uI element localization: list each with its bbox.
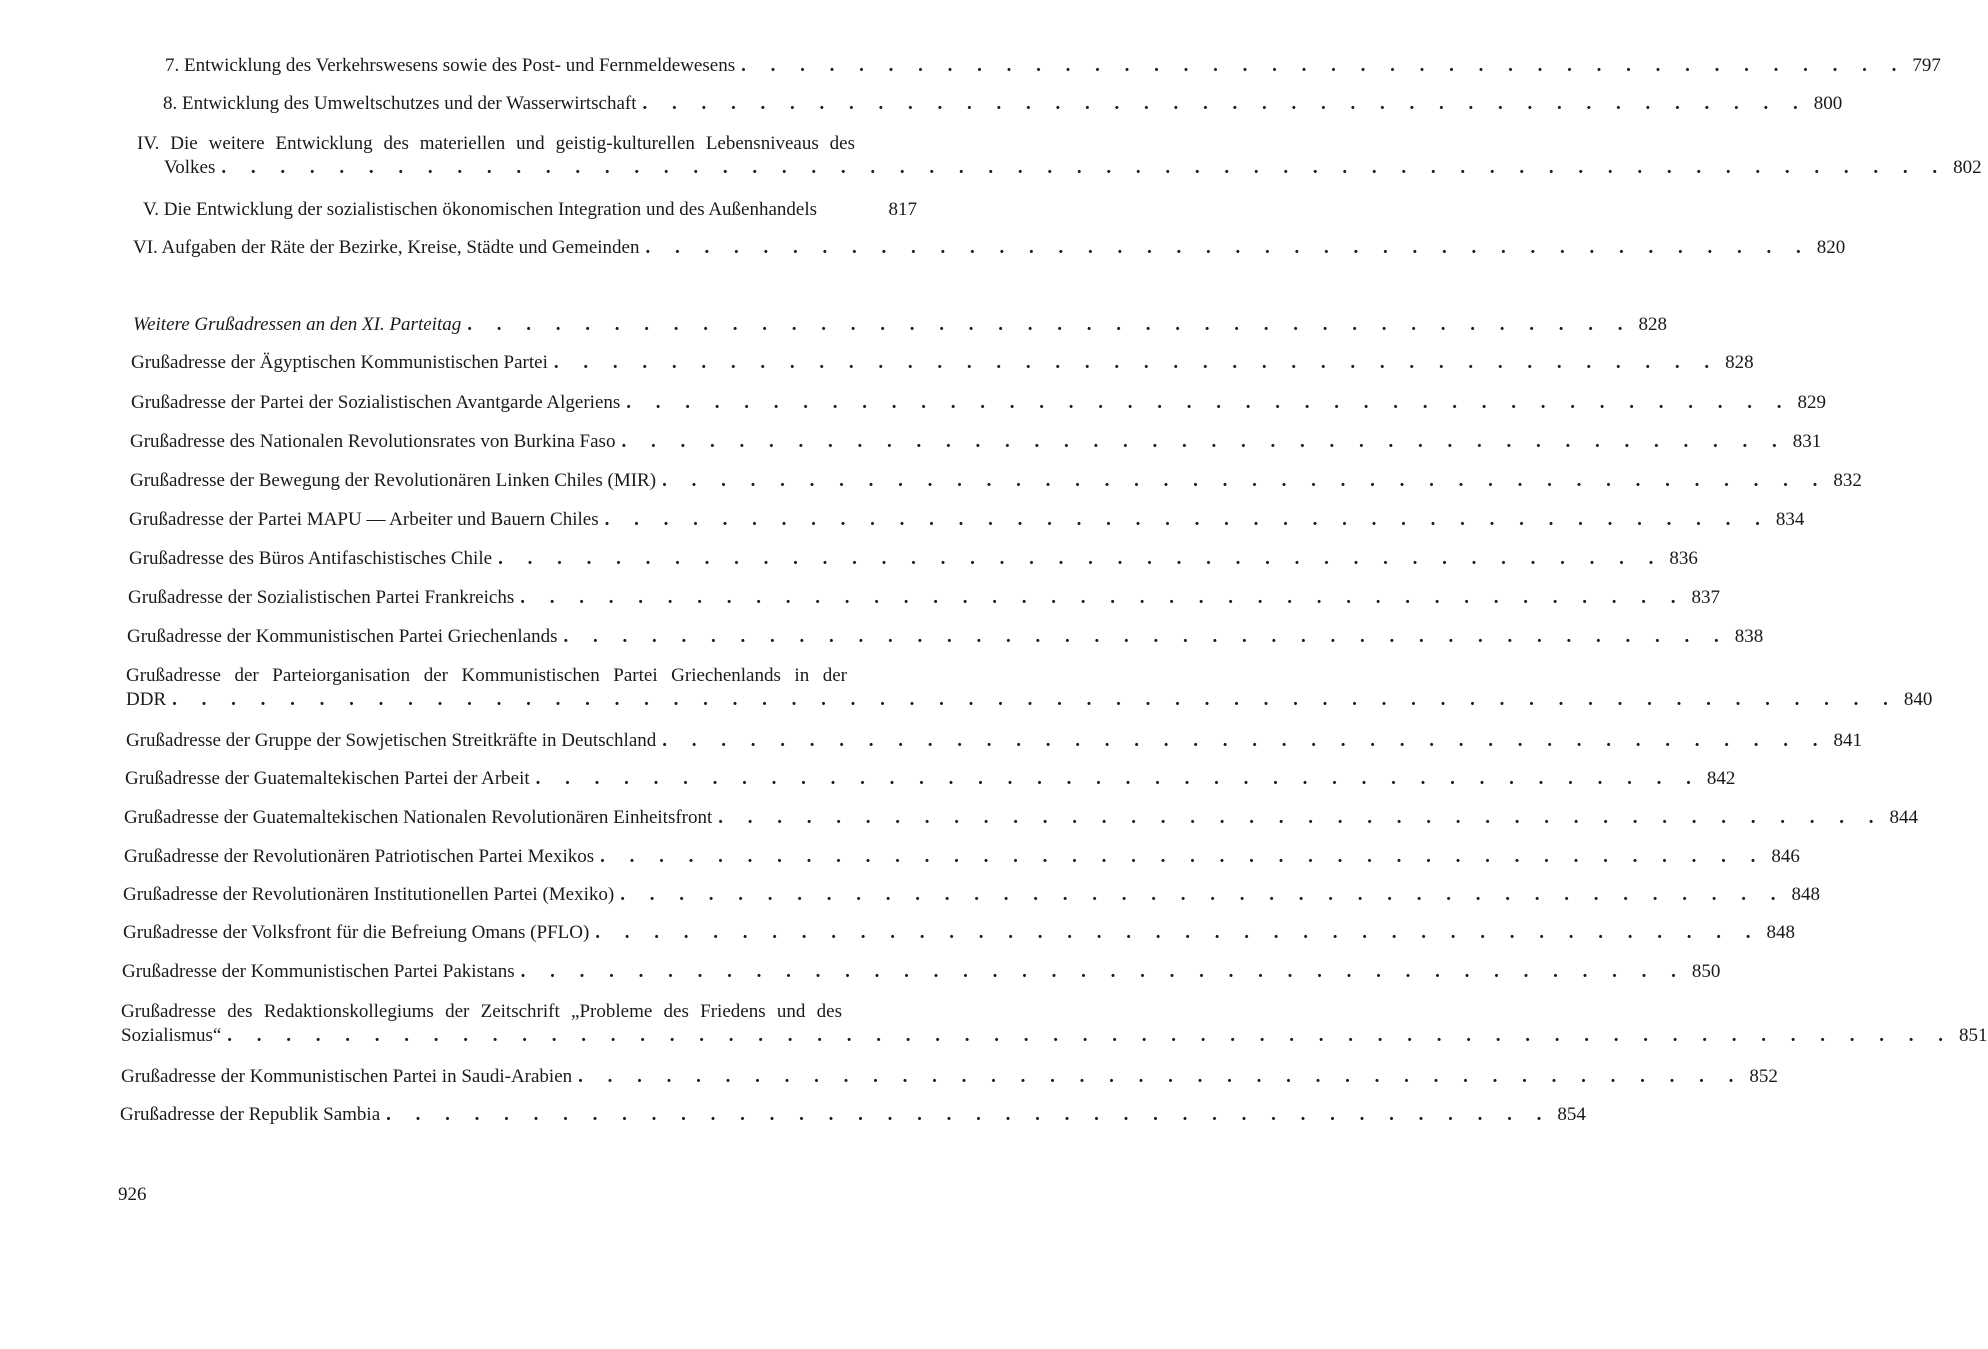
toc-entry-title: Grußadresse der Revolutionären Institutionellen Partei (Mexiko) bbox=[123, 884, 615, 905]
toc-entry-title: Grußadresse der Revolutionären Patriotischen Partei Mexikos bbox=[124, 846, 595, 867]
toc-entry-title: 8. Entwicklung des Umweltschutzes und der Wasserwirtschaft bbox=[163, 93, 637, 114]
toc-entry-page: 834 bbox=[1775, 509, 1805, 530]
toc-entry bbox=[121, 1065, 1778, 1089]
dot-leader: . . . . . . . . . . . . . . . . . . . . . . . . . . . . . . . . . . . . . . . . bbox=[520, 961, 1686, 982]
toc-entry bbox=[163, 92, 1843, 116]
toc-entry bbox=[131, 391, 1827, 415]
toc-entry-page: 829 bbox=[1797, 392, 1827, 413]
dot-leader: . . . . . . . . . . . . . . . . . . . . . . . . . . . . . . . . . . . . . . . . bbox=[662, 470, 1828, 491]
toc-entry-title: Grußadresse der Republik Sambia bbox=[120, 1104, 381, 1125]
toc-entry-title-cont: Volkes bbox=[164, 157, 216, 178]
toc-entry-page: 846 bbox=[1771, 846, 1800, 867]
toc-entry-title-cont: Sozialismus“ bbox=[121, 1025, 222, 1046]
toc-entry-page: 800 bbox=[1813, 93, 1843, 114]
dot-leader: . . . . . . . . . . . . . . . . . . . . . . . . . . . . . . . . . . . . . . . . bbox=[563, 626, 1729, 647]
toc-entry bbox=[165, 54, 1941, 78]
toc-entry-page: 832 bbox=[1833, 470, 1862, 491]
toc-entry-title: V. Die Entwicklung der sozialistischen ökonomischen Integration und des Außenhandels bbox=[143, 199, 818, 220]
dot-leader: . . . . . . . . . . . . . . . . . . . . . . . . . . . . . . . . . . . . . . . . bbox=[535, 768, 1701, 789]
toc-entry bbox=[124, 845, 1800, 869]
toc-entry bbox=[130, 469, 1862, 493]
dot-leader: . . . . . . . . . . . . . . . . . . . . . . . . . . . . . . . . . . . . . . . . bbox=[642, 93, 1808, 114]
toc-entry-title: Grußadresse des Nationalen Revolutionsrates von Burkina Faso bbox=[130, 431, 616, 452]
toc-entry bbox=[129, 508, 1805, 532]
dot-leader: . . . . . . . . . . . . . . . . . . . . . . . . . . . . . . . . . . . . . . . . . . . . . . . . . . . . . . . . . . . bbox=[221, 157, 1948, 178]
toc-entry-title: Weitere Grußadressen an den XI. Parteitag bbox=[133, 314, 462, 335]
toc-entry bbox=[127, 625, 1764, 649]
toc-entry-page: 842 bbox=[1706, 768, 1736, 789]
dot-leader: . . . . . . . . . . . . . . . . . . . . . . . . . . . . . . . . . . . . . . . . bbox=[626, 392, 1792, 413]
toc-entry-page: 840 bbox=[1903, 689, 1933, 710]
toc-entry bbox=[143, 198, 917, 222]
toc-entry-page: 848 bbox=[1766, 922, 1796, 943]
toc-entry-page: 836 bbox=[1669, 548, 1698, 569]
dot-leader: . . . . . . . . . . . . . . . . . . . . . . . . . . . . . . . . . . . . . . . . bbox=[604, 509, 1770, 530]
toc-entry-page: 854 bbox=[1557, 1104, 1586, 1125]
toc-entry-page: 852 bbox=[1749, 1066, 1778, 1087]
toc-entry-title: Grußadresse der Partei der Sozialistischen Avantgarde Algeriens bbox=[131, 392, 621, 413]
dot-leader: . . . . . . . . . . . . . . . . . . . . . . . . . . . . . . . . . . . . . . . . bbox=[595, 922, 1761, 943]
toc-entry-title: Grußadresse der Guatemaltekischen Nationalen Revolutionären Einheitsfront bbox=[124, 807, 713, 828]
toc-entry-title: IV. Die weitere Entwicklung des materiellen und geistig-kulturellen Lebensniveaus des bbox=[137, 133, 855, 154]
toc-entry bbox=[129, 547, 1698, 571]
dot-leader: . . . . . . . . . . . . . . . . . . . . . . . . . . . . . . . . . . . . . . . . bbox=[621, 431, 1787, 452]
page-number: 926 bbox=[118, 1184, 147, 1205]
toc-entry bbox=[133, 236, 1846, 260]
dot-leader: . . . . . . . . . . . . . . . . . . . . . . . . . . . . . . . . . . . . . . . . bbox=[553, 352, 1720, 373]
toc-entry bbox=[120, 1103, 1586, 1127]
toc-entry-title: Grußadresse der Guatemaltekischen Partei der Arbeit bbox=[125, 768, 530, 789]
dot-leader: . . . . . . . . . . . . . . . . . . . . . . . . . . . . . . . . . . . . . . . . bbox=[645, 237, 1811, 258]
dot-leader: . . . . . . . . . . . . . . . . . . . . . . . . . . . . . . . . . . . . . . . . bbox=[578, 1066, 1744, 1087]
toc-entry-title: Grußadresse der Kommunistischen Partei Pakistans bbox=[122, 961, 515, 982]
toc-entry-page: 802 bbox=[1953, 157, 1982, 178]
toc-entry-section-heading bbox=[133, 313, 1667, 337]
dot-leader: . . . . . . . . . . . . . . . . . . . . . . . . . . . . . . . . . . . . . . . . bbox=[520, 587, 1686, 608]
dot-leader: . . . . . . . . . . . . . . . . . . . . . . . . . . . . . . . . . . . . . . . . bbox=[600, 846, 1766, 867]
toc-entry-title: 7. Entwicklung des Verkehrswesens sowie des Post- und Fernmeldewesens bbox=[165, 55, 736, 76]
toc-entry-title: Grußadresse der Kommunistischen Partei Griechenlands bbox=[127, 626, 558, 647]
toc-entry bbox=[124, 806, 1919, 830]
dot-leader: . . . . . . . . . . . . . . . . . . . . . . . . . . . . . . . . . . . . . . . . . . . . . . . . . . . . . . . . . . . bbox=[227, 1025, 1954, 1046]
dot-leader: . . . . . . . . . . . . . . . . . . . . . . . . . . . . . . . . . . . . . . . . bbox=[467, 314, 1633, 335]
toc-entry-page: 820 bbox=[1816, 237, 1846, 258]
dot-leader: . . . . . . . . . . . . . . . . . . . . . . . . . . . . . . . . . . . . . . . . bbox=[718, 807, 1884, 828]
toc-entry-title: Grußadresse der Sozialistischen Partei Frankreichs bbox=[128, 587, 515, 608]
toc-entry-page: 851 bbox=[1959, 1025, 1988, 1046]
toc-entry bbox=[128, 586, 1720, 610]
dot-leader: . . . . . . . . . . . . . . . . . . . . . . . . . . . . . . . . . . . . . . . . bbox=[662, 730, 1828, 751]
toc-entry bbox=[130, 430, 1822, 454]
toc-entry bbox=[137, 132, 1982, 180]
toc-entry bbox=[126, 664, 1933, 712]
toc-entry-page: 837 bbox=[1691, 587, 1720, 608]
toc-entry bbox=[131, 351, 1754, 375]
toc-entry bbox=[123, 883, 1820, 907]
toc-entry bbox=[121, 1000, 1988, 1048]
toc-entry bbox=[125, 767, 1736, 791]
toc-entry bbox=[122, 960, 1721, 984]
dot-leader: . . . . . . . . . . . . . . . . . . . . . . . . . . . . . . . . . . . . . . . . . . . . . . . . . . . . . . . . . . . bbox=[172, 689, 1898, 710]
toc-entry-page: 838 bbox=[1734, 626, 1764, 647]
toc-entry-title: Grußadresse der Ägyptischen Kommunistischen Partei bbox=[131, 352, 548, 373]
dot-leader: . . . . . . . . . . . . . . . . . . . . . . . . . . . . . . . . . . . . . . . . bbox=[498, 548, 1664, 569]
toc-entry-title: Grußadresse der Kommunistischen Partei in Saudi-Arabien bbox=[121, 1066, 573, 1087]
toc-entry bbox=[126, 729, 1862, 753]
toc-entry-title-cont: DDR bbox=[126, 689, 167, 710]
toc-entry-page: 850 bbox=[1691, 961, 1721, 982]
dot-leader: . . . . . . . . . . . . . . . . . . . . . . . . . . . . . . . . . . . . . . . . bbox=[620, 884, 1786, 905]
toc-entry-title: Grußadresse des Büros Antifaschistisches Chile bbox=[129, 548, 493, 569]
toc-entry-page: 841 bbox=[1833, 730, 1862, 751]
toc-entry-title: Grußadresse der Volksfront für die Befreiung Omans (PFLO) bbox=[123, 922, 590, 943]
toc-entry-title: Grußadresse des Redaktionskollegiums der Zeitschrift „Probleme des Friedens und des bbox=[121, 1001, 842, 1022]
toc-entry-page: 828 bbox=[1638, 314, 1667, 335]
toc-entry-title: Grußadresse der Bewegung der Revolutionären Linken Chiles (MIR) bbox=[130, 470, 657, 491]
dot-leader: . . . . . . . . . . . . . . . . . . . . . . . . . . . . . . . . . . . . . . . . bbox=[386, 1104, 1552, 1125]
toc-entry-page: 797 bbox=[1912, 55, 1941, 76]
toc-entry bbox=[123, 921, 1796, 945]
toc-entry-page: 831 bbox=[1792, 431, 1822, 452]
toc-entry-title: Grußadresse der Partei MAPU — Arbeiter und Bauern Chiles bbox=[129, 509, 599, 530]
toc-entry-page: 817 bbox=[888, 199, 917, 220]
toc-entry-page: 848 bbox=[1791, 884, 1820, 905]
toc-entry-page: 844 bbox=[1889, 807, 1919, 828]
toc-entry-title: Grußadresse der Parteiorganisation der Kommunistischen Partei Griechenlands in der bbox=[126, 665, 847, 686]
toc-entry-title: VI. Aufgaben der Räte der Bezirke, Kreise, Städte und Gemeinden bbox=[133, 237, 640, 258]
toc-entry-title: Grußadresse der Gruppe der Sowjetischen Streitkräfte in Deutschland bbox=[126, 730, 657, 751]
toc-entry-page: 828 bbox=[1725, 352, 1754, 373]
dot-leader: . . . . . . . . . . . . . . . . . . . . . . . . . . . . . . . . . . . . . . . . bbox=[741, 55, 1907, 76]
